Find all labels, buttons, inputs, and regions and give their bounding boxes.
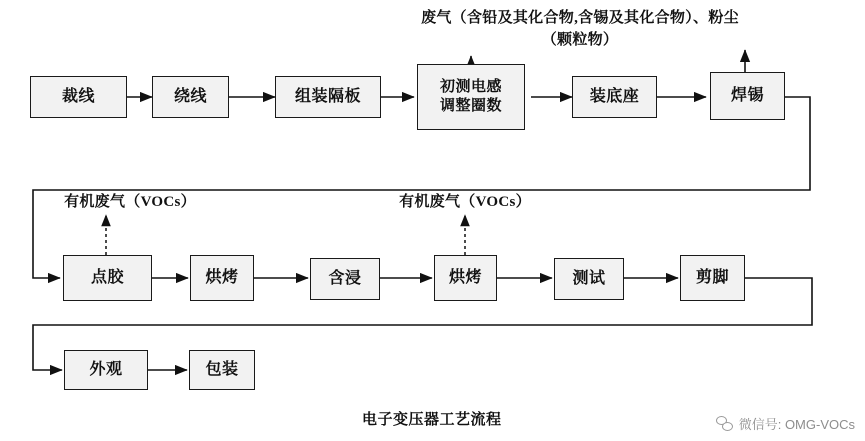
watermark-text: 微信号: OMG-VOCs <box>738 417 855 432</box>
node-packaging[interactable]: 包装 <box>189 350 255 390</box>
note-emission-top: 废气（含铅及其化合物,含锡及其化合物）、粉尘（颗粒物） <box>421 10 739 48</box>
note-vocs-right: 有机废气（VOCs） <box>399 194 531 210</box>
note-vocs-left: 有机废气（VOCs） <box>64 194 196 210</box>
node-lead-trimming[interactable]: 剪脚 <box>680 255 745 301</box>
wechat-icon <box>716 416 733 431</box>
watermark <box>716 414 855 433</box>
node-install-base[interactable]: 装底座 <box>572 76 657 118</box>
node-winding[interactable]: 绕线 <box>152 76 229 118</box>
node-dispensing[interactable]: 点胶 <box>63 255 152 301</box>
node-inductance-test-line1: 初测电感 <box>439 79 502 96</box>
node-appearance[interactable]: 外观 <box>64 350 148 390</box>
node-testing[interactable]: 测试 <box>554 258 624 300</box>
node-cut-wire[interactable]: 裁线 <box>30 76 127 118</box>
node-baking-2[interactable]: 烘烤 <box>434 255 497 301</box>
node-impregnation[interactable]: 含浸 <box>310 258 380 300</box>
node-baking-1[interactable]: 烘烤 <box>190 255 254 301</box>
node-inductance-test[interactable] <box>417 64 525 130</box>
node-inductance-test-line2: 调整圈数 <box>439 98 502 114</box>
node-assemble-partition[interactable]: 组装隔板 <box>275 76 381 118</box>
diagram-caption: 电子变压器工艺流程 <box>362 412 502 428</box>
node-soldering[interactable]: 焊锡 <box>710 72 785 120</box>
